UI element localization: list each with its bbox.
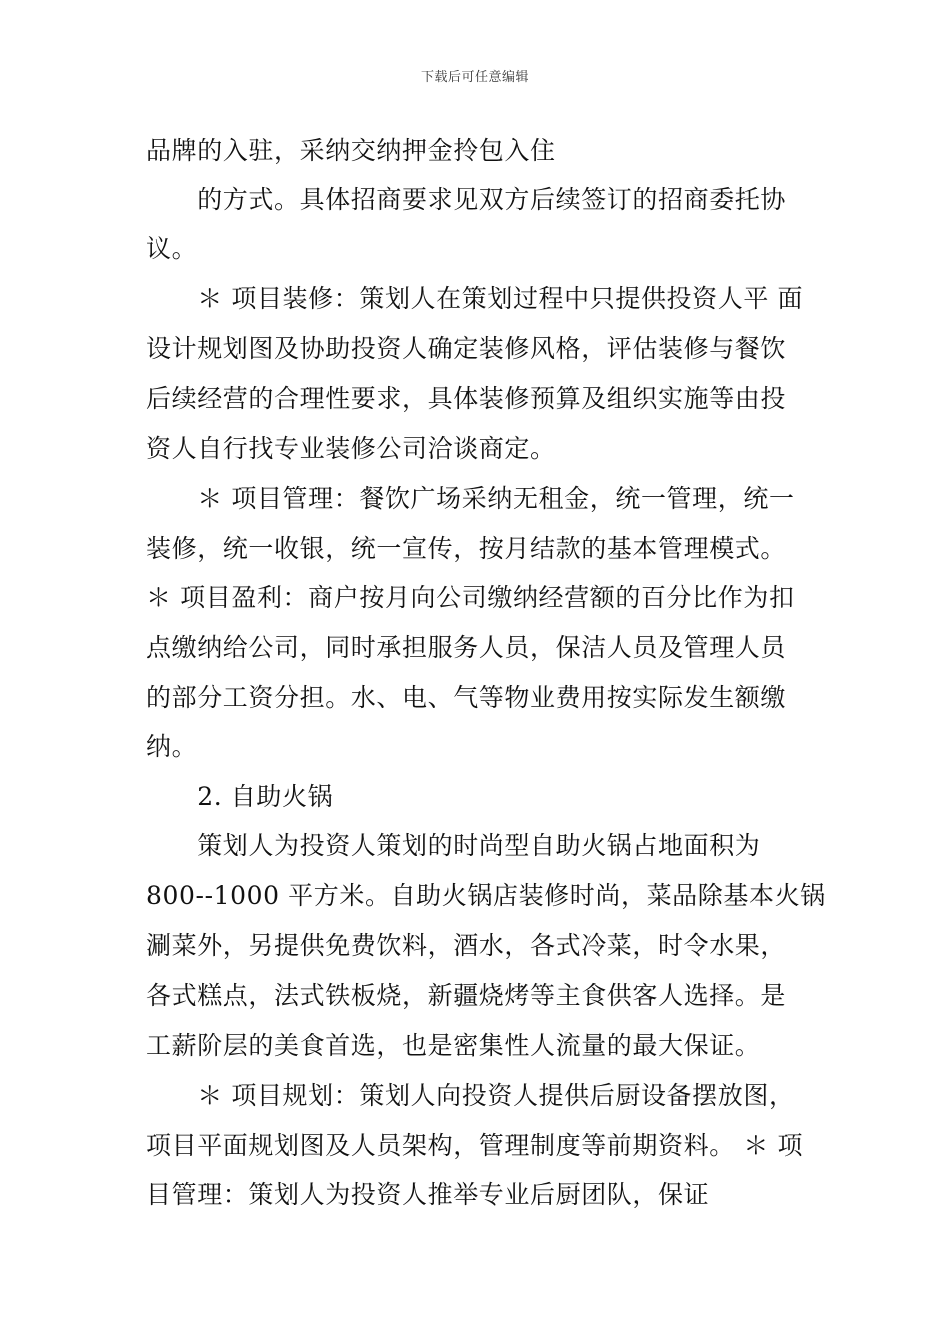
text-line: 各式糕点，法式铁板烧，新疆烧烤等主食供客人选择。是 — [146, 981, 787, 1010]
text-line: ＊ 项目盈利：商户按月向公司缴纳经营额的百分比作为扣 — [146, 583, 795, 612]
text-line: 品牌的入驻，采纳交纳押金拎包入住 — [146, 136, 556, 165]
section-heading: 2. 自助火锅 — [146, 782, 334, 811]
text-line: 资人自行找专业装修公司洽谈商定。 — [146, 434, 556, 463]
text-line: ＊ 项目规划：策划人向投资人提供后厨设备摆放图， — [146, 1081, 795, 1110]
text-line: 的部分工资分担。水、电、气等物业费用按实际发生额缴 — [146, 683, 787, 712]
text-line: 后续经营的合理性要求，具体装修预算及组织实施等由投 — [146, 384, 787, 413]
text-line: 的方式。具体招商要求见双方后续签订的招商委托协 — [146, 185, 787, 214]
text-line: 目管理：策划人为投资人推举专业后厨团队，保证 — [146, 1180, 710, 1209]
text-line: 涮菜外，另提供免费饮料，酒水，各式冷菜，时令水果， — [146, 931, 787, 960]
text-line: 设计规划图及协助投资人确定装修风格，评估装修与餐饮 — [146, 334, 787, 363]
header-note: 下载后可任意编辑 — [420, 70, 529, 85]
text-line: 800--1000 平方米。自助火锅店装修时尚，菜品除基本火锅 — [146, 881, 826, 910]
text-line: 点缴纳给公司，同时承担服务人员，保洁人员及管理人员 — [146, 633, 787, 662]
text-line: ＊ 项目装修：策划人在策划过程中只提供投资人平 面 — [146, 284, 804, 313]
text-line: 议。 — [146, 234, 198, 263]
text-line: 工薪阶层的美食首选，也是密集性人流量的最大保证。 — [146, 1031, 761, 1060]
text-line: ＊ 项目管理：餐饮广场采纳无租金，统一管理，统一 — [146, 484, 795, 513]
text-line: 策划人为投资人策划的时尚型自助火锅占地面积为 — [146, 831, 761, 860]
text-line: 项目平面规划图及人员架构，管理制度等前期资料。 ＊ 项 — [146, 1131, 804, 1160]
text-line: 装修，统一收银，统一宣传，按月结款的基本管理模式。 — [146, 534, 787, 563]
text-line: 纳。 — [146, 732, 198, 761]
